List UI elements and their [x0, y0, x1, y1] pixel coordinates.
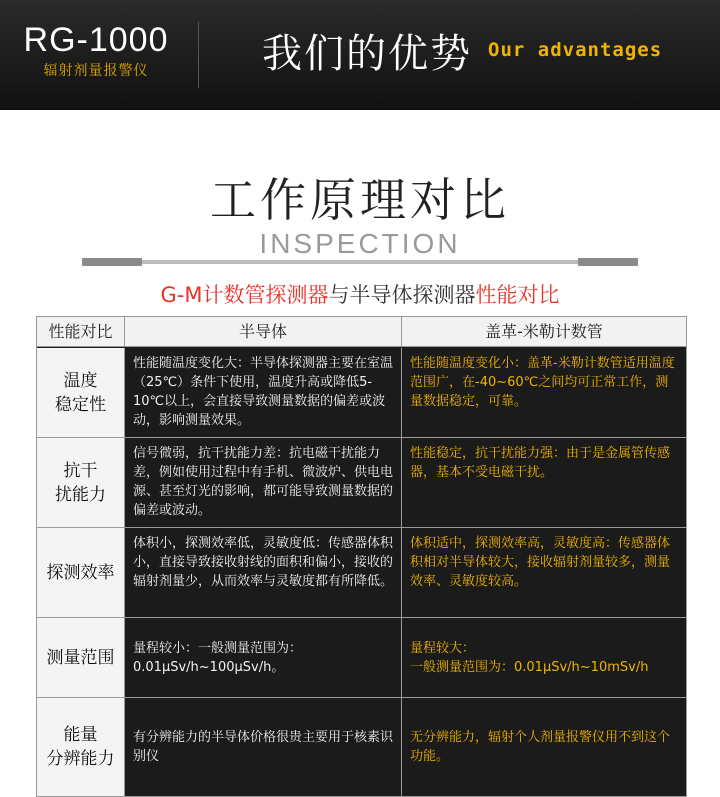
- semiconductor-cell: 信号微弱，抗干扰能力差：抗电磁干扰能力差，例如使用过程中有手机、微波炉、供电电源、甚至灯光的影响，都可能导致测量数据的偏差或波动。: [125, 438, 402, 527]
- table-row: [37, 438, 686, 528]
- header-divider: [198, 22, 199, 88]
- row-label-text: 能量 分辨能力: [46, 725, 115, 769]
- table-header-cell: 盖革-米勒计数管: [485, 322, 603, 341]
- row-label-text: 探测效率: [46, 562, 115, 583]
- model-name: RG-1000: [23, 21, 169, 59]
- product-subtitle: 辐射剂量报警仪: [43, 63, 149, 79]
- section-title: 工作原理对比: [210, 173, 510, 227]
- row-label: [37, 698, 125, 796]
- section-rule-left-cap: [82, 258, 142, 266]
- table-header-row: [37, 317, 686, 347]
- gm-counter-cell: 性能稳定，抗干扰能力强：由于是金属管传感器，基本不受电磁干扰。: [410, 446, 671, 480]
- table-row: [37, 618, 686, 698]
- row-label: [37, 618, 125, 697]
- gm-counter-cell: 体积适中，探测效率高，灵敏度高：传感器体积相对半导体较大，接收辐射剂量较多，测量效率、灵敏度较高。: [410, 536, 671, 589]
- table-row: [37, 348, 686, 438]
- row-label: [37, 528, 125, 617]
- compare-title-gm: G-M计数管探测器: [160, 283, 329, 307]
- semiconductor-cell: 体积小，探测效率低，灵敏度低：传感器体积小，直接导致接收射线的面积和偏小，接收的辐射剂量少，从而效率与灵敏度都有所降低。: [125, 528, 402, 617]
- table-row: [37, 528, 686, 618]
- row-label-text: 测量范围: [46, 647, 115, 668]
- semiconductor-cell: [125, 698, 402, 796]
- gm-counter-cell: [402, 618, 686, 697]
- header-banner: [0, 0, 720, 110]
- semiconductor-cell-text: 有分辨能力的半导体价格很贵主要用于核素识别仪: [133, 730, 394, 764]
- section-title-en: INSPECTION: [259, 228, 461, 259]
- compare-title: [0, 280, 720, 310]
- gm-counter-cell-text: 无分辨能力，辐射个人剂量报警仪用不到这个功能。: [410, 730, 671, 764]
- section-rule-right-cap: [578, 258, 638, 266]
- table-row: [37, 698, 686, 796]
- row-label-text: 抗干 扰能力: [55, 460, 106, 505]
- compare-title-mid: 与半导体探测器: [328, 283, 476, 307]
- brand-box: [0, 18, 192, 92]
- table-header-cell: 半导体: [125, 317, 402, 346]
- header-title: 我们的优势: [262, 31, 472, 77]
- header-title-en: Our advantages: [488, 39, 663, 61]
- row-label: [37, 438, 125, 527]
- section-rule: [82, 260, 638, 264]
- semiconductor-cell: 性能随温度变化大：半导体探测器主要在室温（25℃）条件下使用，温度升高或降低5-10℃以上，会直接导致测量数据的偏差或波动，影响测量效果。: [125, 348, 402, 437]
- gm-counter-cell: 性能随温度变化小：盖革-米勒计数管适用温度范围广，在-40~60℃之间均可正常工作，测量数据稳定，可靠。: [410, 356, 675, 409]
- gm-counter-cell: [402, 698, 686, 796]
- gm-counter-cell-text: 量程较大： 一般测量范围为：0.01μSv/h~10mSv/h: [410, 640, 649, 675]
- row-label-text: 温度 稳定性: [55, 370, 106, 415]
- semiconductor-cell-text: 量程较小：一般测量范围为： 0.01μSv/h~100μSv/h。: [133, 640, 303, 675]
- row-label: [37, 348, 125, 437]
- semiconductor-cell: [125, 618, 402, 697]
- comparison-table: [36, 316, 687, 797]
- table-header-cell: 性能对比: [37, 317, 125, 346]
- compare-title-perf: 性能对比: [475, 283, 560, 307]
